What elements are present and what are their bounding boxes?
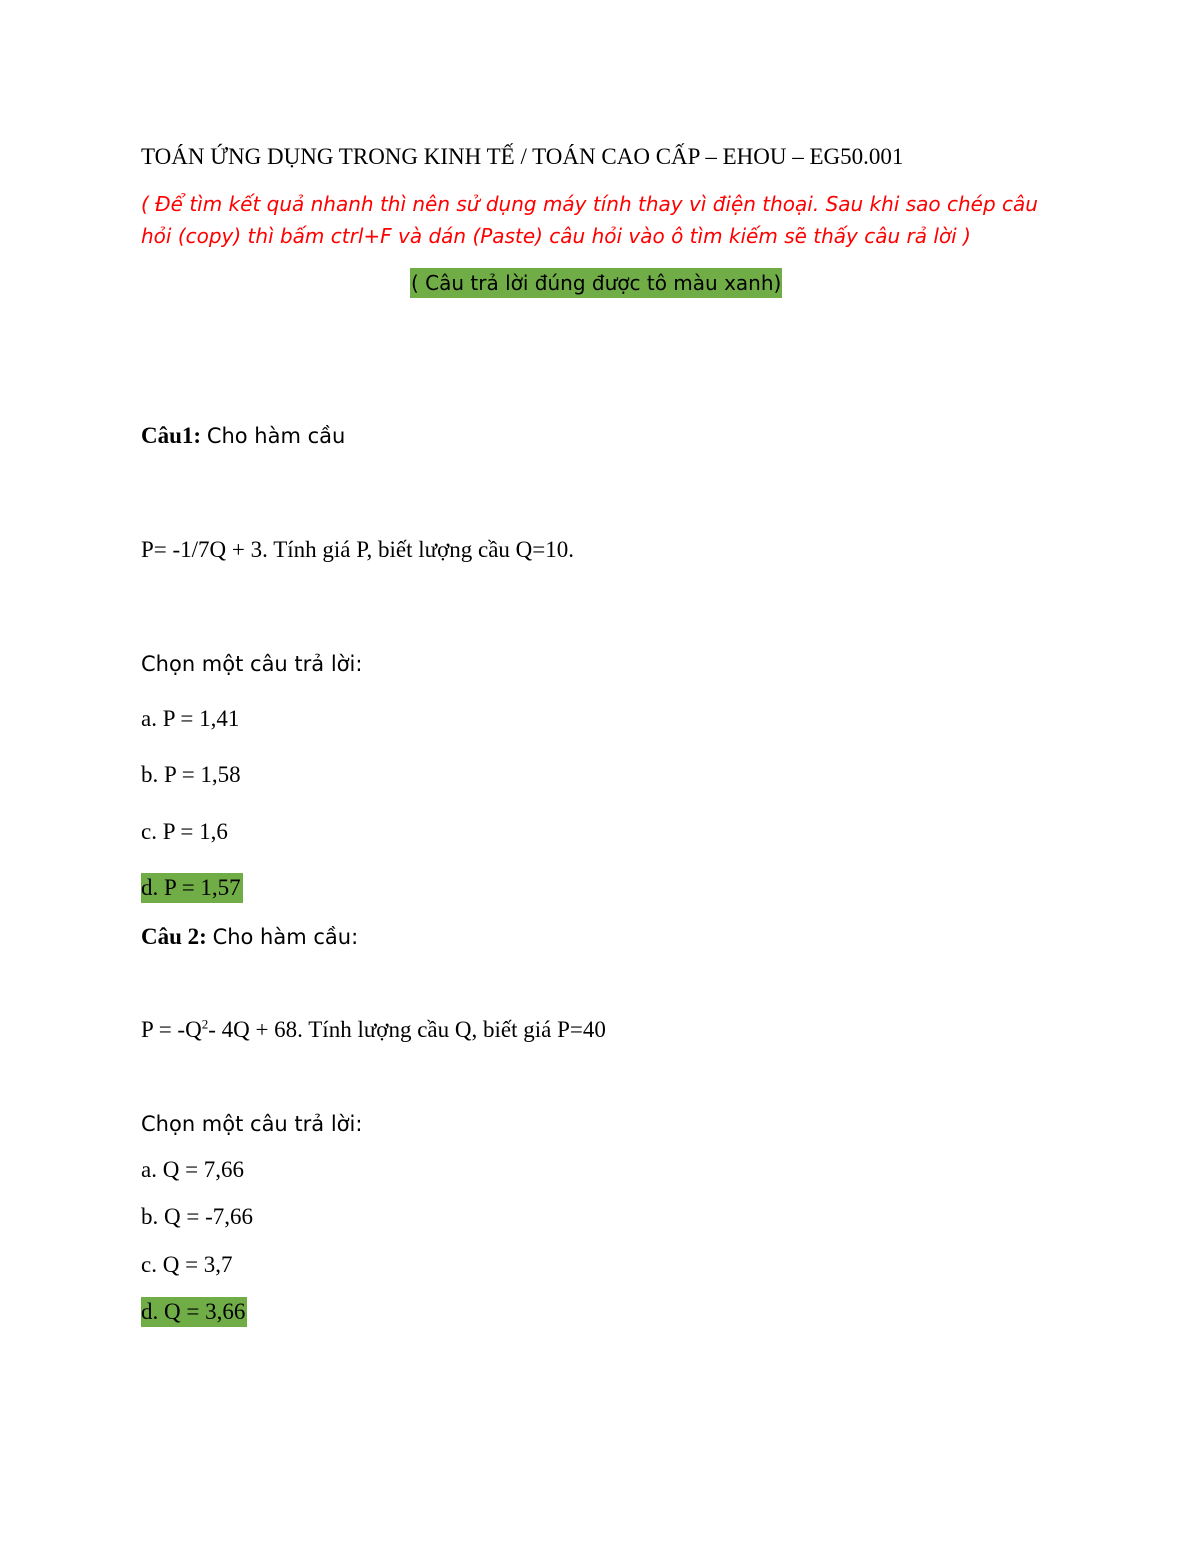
question-1-problem: P= -1/7Q + 3. Tính giá P, biết lượng cầu Q=10. [141,537,575,562]
question-2-problem-before: P = -Q [141,1017,202,1042]
question-1-label: Câu1: [141,423,202,448]
question-2-option-b: b. Q = -7,66 [141,1204,253,1229]
question-2-problem-exponent: 2 [201,1016,209,1032]
question-2-label: Câu 2: [141,924,207,949]
correct-answer-highlight: d. Q = 3,66 [141,1297,247,1327]
correct-answer-highlight: d. P = 1,57 [141,873,243,903]
question-1-header [141,421,345,451]
instruction-line-1: ( Để tìm kết quả nhanh thì nên sử dụng máy tính thay vì điện thoại. Sau khi sao chép câu [141,192,1038,216]
question-2-option-d-correct [141,1297,247,1327]
question-1-option-a: a. P = 1,41 [141,706,240,731]
question-2-header [141,922,358,952]
question-1-prompt: Chọn một câu trả lời: [141,652,363,676]
question-2-problem [141,1015,606,1045]
question-2-intro: Cho hàm cầu: [212,925,359,949]
instruction-line-2: hỏi (copy) thì bấm ctrl+F và dán (Paste) câu hỏi vào ô tìm kiếm sẽ thấy câu rả lời ) [141,224,971,248]
question-1-option-d-correct [141,873,243,903]
question-2-problem-after: - 4Q + 68. Tính lượng cầu Q, biết giá P=40 [208,1017,606,1042]
answer-color-note: ( Câu trả lời đúng được tô màu xanh) [410,268,782,298]
question-1-intro: Cho hàm cầu [206,424,346,448]
question-2-option-a: a. Q = 7,66 [141,1157,245,1182]
question-2-option-c: c. Q = 3,7 [141,1252,233,1277]
question-1-option-b: b. P = 1,58 [141,762,241,787]
document-title: TOÁN ỨNG DỤNG TRONG KINH TẾ / TOÁN CAO CẤP – EHOU – EG50.001 [141,144,904,169]
question-1-option-c: c. P = 1,6 [141,819,228,844]
question-2-prompt: Chọn một câu trả lời: [141,1112,363,1136]
